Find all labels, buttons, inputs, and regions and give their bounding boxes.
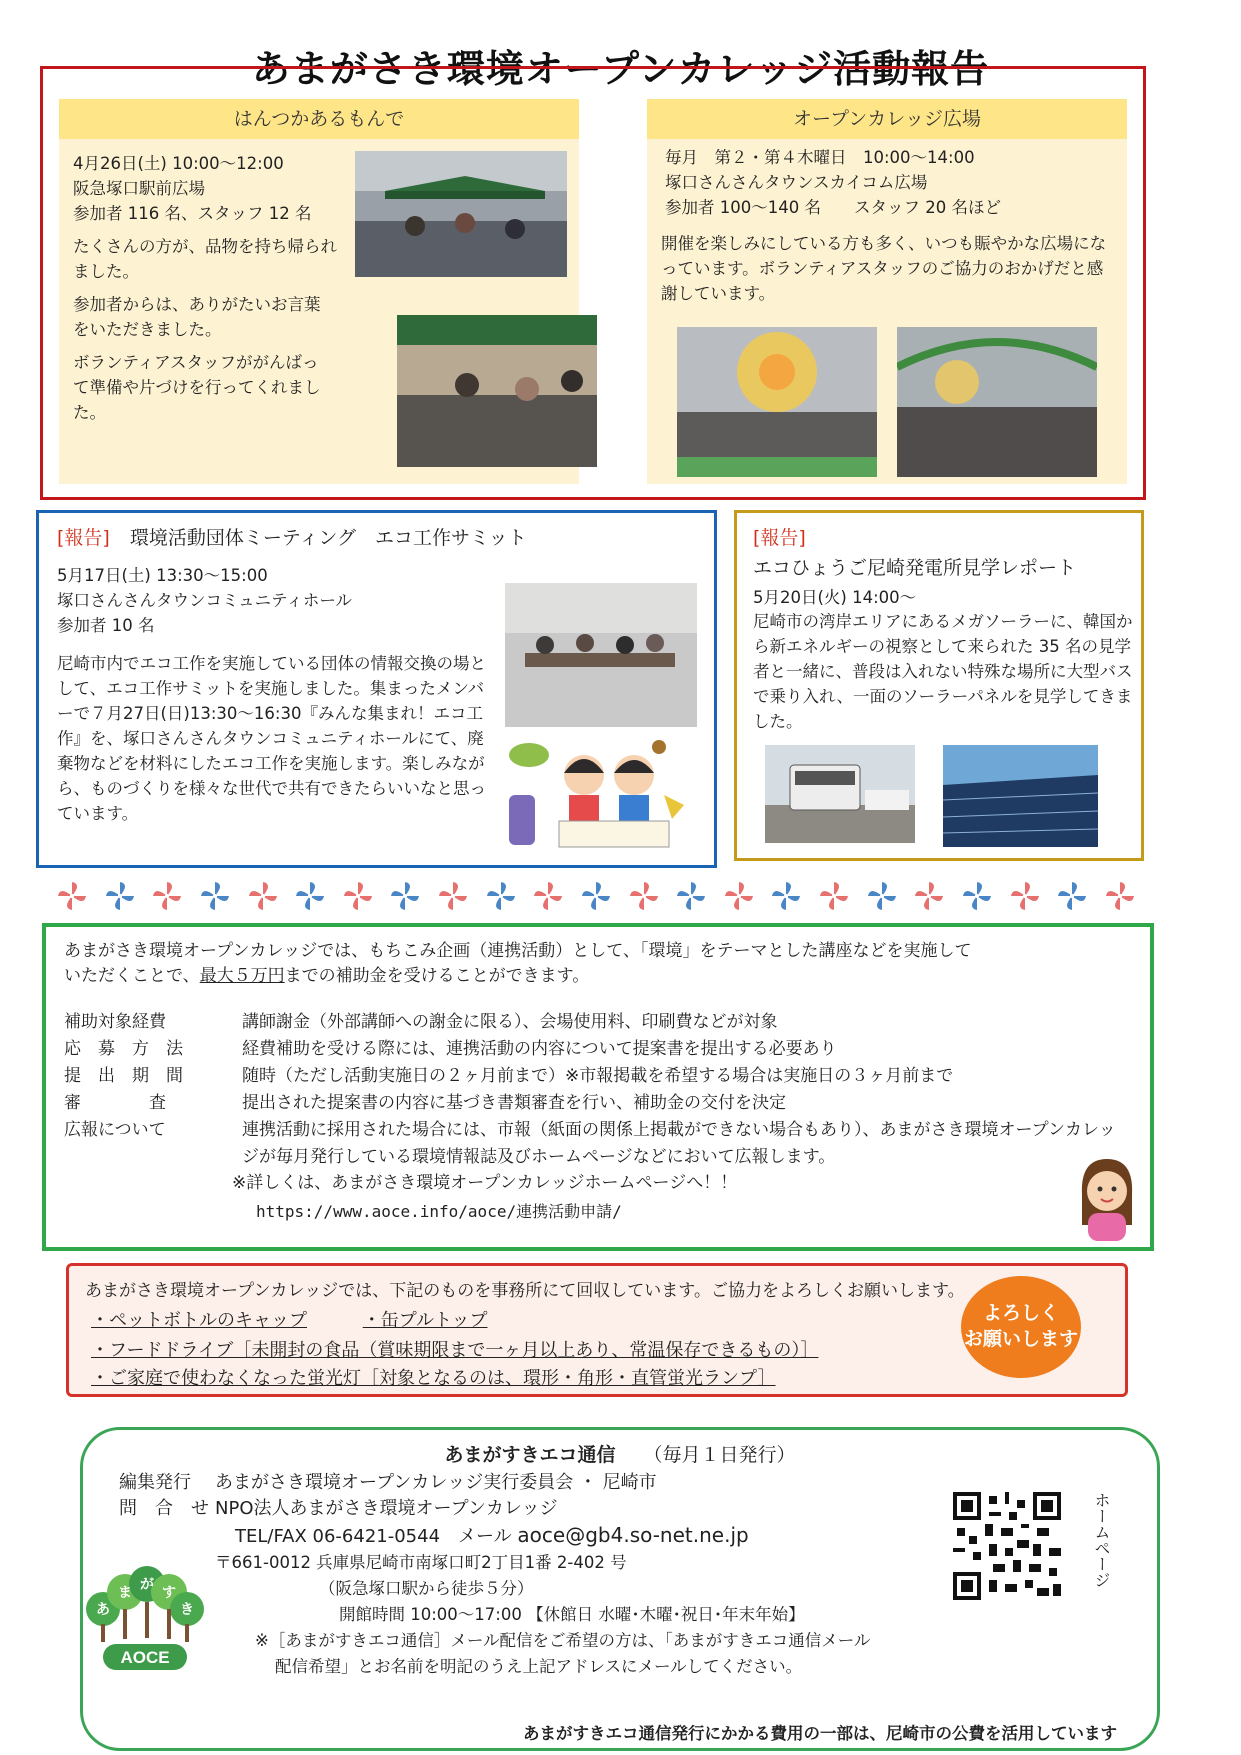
summit-title xyxy=(57,523,527,550)
subsidy-details xyxy=(64,1009,1134,1171)
subsidy-intro-1: あまがさき環境オープンカレッジでは、もちこみ企画（連携活動）として、「環境」をテーマとした講座などを実施して xyxy=(64,941,972,961)
pinwheel-icon xyxy=(818,880,850,912)
tel-fax: TEL/FAX 06-6421-0544 メール xyxy=(235,1526,512,1547)
hiroba-section xyxy=(647,99,1127,484)
solar-body: 尼崎市の湾岸エリアにあるメガソーラーに、韓国から新エネルギーの視察として来られた 35 名の見学者と一緒に、普段は入れない特殊な場所に大型バスで乗り入れ、一面のソーラーパネルを見学してきました。 xyxy=(753,612,1133,731)
subsidy-row: 応 募 方 法 経費補助を受ける際には、連携活動の内容について提案書を提出する必要あり xyxy=(64,1039,837,1059)
hiroba-place: 塚口さんさんタウンスカイコム広場 xyxy=(665,173,928,192)
collection-box xyxy=(66,1263,1128,1397)
hiroba-date: 毎月 第２・第４木曜日 10:00～14:00 xyxy=(665,148,975,167)
homepage-label: ホームページ xyxy=(1092,1492,1111,1588)
solar-date: 5月20日(火) 14:00～ xyxy=(753,588,917,607)
homepage-qr-code[interactable] xyxy=(953,1492,1061,1600)
pinwheel-icon xyxy=(1009,880,1041,912)
logo-text: AOCE xyxy=(120,1648,170,1667)
thanks-badge xyxy=(961,1276,1081,1378)
collection-item-pulltab: ・缶プルトップ xyxy=(362,1310,488,1331)
summit-photo xyxy=(505,583,697,727)
hantsuka-photo-1 xyxy=(355,151,567,277)
pinwheel-icon xyxy=(532,880,564,912)
activity-report-box xyxy=(40,66,1146,500)
pinwheel-divider xyxy=(56,880,1136,914)
pinwheel-icon xyxy=(104,880,136,912)
collection-row-1 xyxy=(91,1306,487,1332)
summit-place: 塚口さんさんタウンコミュニティホール xyxy=(57,591,353,610)
funding-note: あまがすきエコ通信発行にかかる費用の一部は、尼崎市の公費を活用しています xyxy=(523,1724,1117,1743)
subsidy-row: 審 査 提出された提案書の内容に基づき書類審査を行い、補助金の交付を決定 xyxy=(64,1093,786,1113)
hiroba-heading: オープンカレッジ広場 xyxy=(647,99,1127,139)
hantsuka-place: 阪急塚口駅前広場 xyxy=(73,179,205,198)
hantsuka-p1: たくさんの方が、品物を持ち帰られました。 xyxy=(73,237,337,281)
hantsuka-photo-2 xyxy=(397,315,597,467)
pinwheel-icon xyxy=(437,880,469,912)
pinwheel-icon xyxy=(913,880,945,912)
subsidy-max-amount: 最大５万円 xyxy=(199,966,285,986)
hiroba-count: 参加者 100～140 名 スタッフ 20 名ほど xyxy=(665,198,1001,217)
hantsuka-p3: ボランティアスタッフががんばって準備や片づけを行ってくれました。 xyxy=(73,353,321,422)
logo-char: が xyxy=(140,1577,154,1593)
pinwheel-icon xyxy=(342,880,374,912)
page-title: あまがさき環境オープンカレッジ活動報告 xyxy=(0,38,1241,93)
hantsuka-p2: 参加者からは、ありがたいお言葉をいただきました。 xyxy=(73,295,321,339)
pinwheel-icon xyxy=(675,880,707,912)
opening-hours: 開館時間 10:00～17:00 【休館日 水曜･木曜･祝日･年末年始】 xyxy=(339,1605,805,1624)
footer-info xyxy=(119,1470,939,1680)
kids-illustration xyxy=(499,735,704,855)
subsidy-intro-2: いただくことで、最大５万円までの補助金を受けることができます。 xyxy=(64,966,590,986)
pinwheel-icon xyxy=(199,880,231,912)
pinwheel-icon xyxy=(485,880,517,912)
mail-note-2: 配信希望」とお名前を明記のうえ上記アドレスにメールしてください。 xyxy=(275,1657,803,1676)
pinwheel-icon xyxy=(723,880,755,912)
footer-title: あまがすきエコ通信 （毎月１日発行） xyxy=(444,1444,796,1466)
collection-intro: あまがさき環境オープンカレッジでは、下記のものを事務所にて回収しています。ご協力をよろしくお願いします。 xyxy=(85,1281,965,1301)
pinwheel-icon xyxy=(389,880,421,912)
subsidy-box xyxy=(42,923,1154,1251)
pinwheel-icon xyxy=(1056,880,1088,912)
pinwheel-icon xyxy=(961,880,993,912)
access: （阪急塚口駅から徒歩５分） xyxy=(319,1579,534,1598)
pinwheel-icon xyxy=(866,880,898,912)
summit-heading: 環境活動団体ミーティング エコ工作サミット xyxy=(129,527,527,549)
summit-report-box xyxy=(36,510,717,868)
hantsuka-count: 参加者 116 名、スタッフ 12 名 xyxy=(73,204,312,223)
pinwheel-icon xyxy=(294,880,326,912)
summit-count: 参加者 10 名 xyxy=(57,616,155,635)
pinwheel-icon xyxy=(247,880,279,912)
pinwheel-icon xyxy=(151,880,183,912)
address: 〒661-0012 兵庫県尼崎市南塚口町2丁目1番 2-402 号 xyxy=(215,1553,627,1572)
contact-value: NPO法人あまがさき環境オープンカレッジ xyxy=(215,1498,558,1519)
hiroba-photo-1 xyxy=(677,327,877,477)
pinwheel-icon xyxy=(628,880,660,912)
edit-value: あまがさき環境オープンカレッジ実行委員会 ・ 尼崎市 xyxy=(215,1472,657,1493)
hantsuka-section xyxy=(59,99,579,484)
collection-item-lamp: ・ご家庭で使わなくなった蛍光灯［対象となるのは、環形・角形・直管蛍光ランプ］ xyxy=(91,1368,776,1389)
solar-heading: エコひょうご尼崎発電所見学レポート xyxy=(753,557,1077,579)
logo-char: き xyxy=(180,1602,194,1618)
thanks-badge-line-2: お願いします xyxy=(963,1328,1078,1350)
subsidy-row: 補助対象経費 講師謝金（外部講師への謝金に限る）、会場使用料、印刷費などが対象 xyxy=(64,1012,778,1032)
pinwheel-icon xyxy=(56,880,88,912)
pinwheel-icon xyxy=(1104,880,1136,912)
subsidy-row: 広報について 連携活動に採用された場合には、市報（紙面の関係上掲載ができない場合もあり）、あまがさき環境オープンカレッジが毎月発行している環境情報誌及びホームページなどにおいて広報します。 xyxy=(64,1120,1116,1167)
collection-item-food: ・フードドライブ［未開封の食品（賞味期限まで一ヶ月以上あり、常温保存できるもの）］ xyxy=(91,1340,819,1361)
summit-date: 5月17日(土) 13:30～15:00 xyxy=(57,566,268,585)
girl-illustration xyxy=(1074,1155,1140,1241)
solar-tag: [報告] xyxy=(753,527,806,549)
hantsuka-date: 4月26日(土) 10:00～12:00 xyxy=(73,154,284,173)
logo-char: ま xyxy=(118,1585,132,1601)
email-link[interactable]: aoce@gb4.so-net.ne.jp xyxy=(517,1523,749,1547)
aoce-logo xyxy=(83,1554,207,1684)
hiroba-p1: 開催を楽しみにしている方も多く、いつも賑やかな広場になっています。ボランティアスタッフのご協力のおかげだと感謝しています。 xyxy=(661,234,1107,303)
solar-photo-panels xyxy=(943,745,1098,847)
solar-photo-bus xyxy=(765,745,915,843)
subsidy-url-link[interactable]: https://www.aoce.info/aoce/連携活動申請/ xyxy=(256,1202,622,1221)
subsidy-note: ※詳しくは、あまがさき環境オープンカレッジホームページへ！！ xyxy=(232,1173,738,1193)
subsidy-row: 提 出 期 間 随時（ただし活動実施日の２ヶ月前まで）※市報掲載を希望する場合は実施日の３ヶ月前まで xyxy=(64,1066,954,1086)
solar-tag-wrap xyxy=(753,523,806,550)
pinwheel-icon xyxy=(770,880,802,912)
edit-label: 編集発行 xyxy=(119,1472,191,1493)
mail-note-1: ※［あまがすきエコ通信］メール配信をご希望の方は、「あまがすきエコ通信メール xyxy=(255,1631,871,1650)
logo-char: あ xyxy=(96,1602,110,1618)
summit-body: 尼崎市内でエコ工作を実施している団体の情報交換の場として、エコ工作サミットを実施しました。集まったメンバーで７月27日(日)13:30～16:30『みんな集まれ！エコ工作』を、塚口さんさんタウンコミュニティホールにて、廃棄物などを材料にしたエコ工作を実施します。楽しみながら、ものづくりを様々な世代で共有できたらいいなと思っています。 xyxy=(57,654,486,823)
summit-tag: [報告] xyxy=(57,527,110,549)
collection-item-cap: ・ペットボトルのキャップ xyxy=(91,1310,307,1331)
contact-label: 問 合 せ xyxy=(119,1498,209,1519)
logo-char: す xyxy=(162,1585,176,1601)
hiroba-photo-2 xyxy=(897,327,1097,477)
thanks-badge-line-1: よろしく xyxy=(982,1302,1059,1324)
pinwheel-icon xyxy=(580,880,612,912)
solar-report-box xyxy=(734,510,1144,861)
newsletter-footer xyxy=(80,1427,1160,1751)
hantsuka-heading: はんつかあるもんで xyxy=(59,99,579,139)
